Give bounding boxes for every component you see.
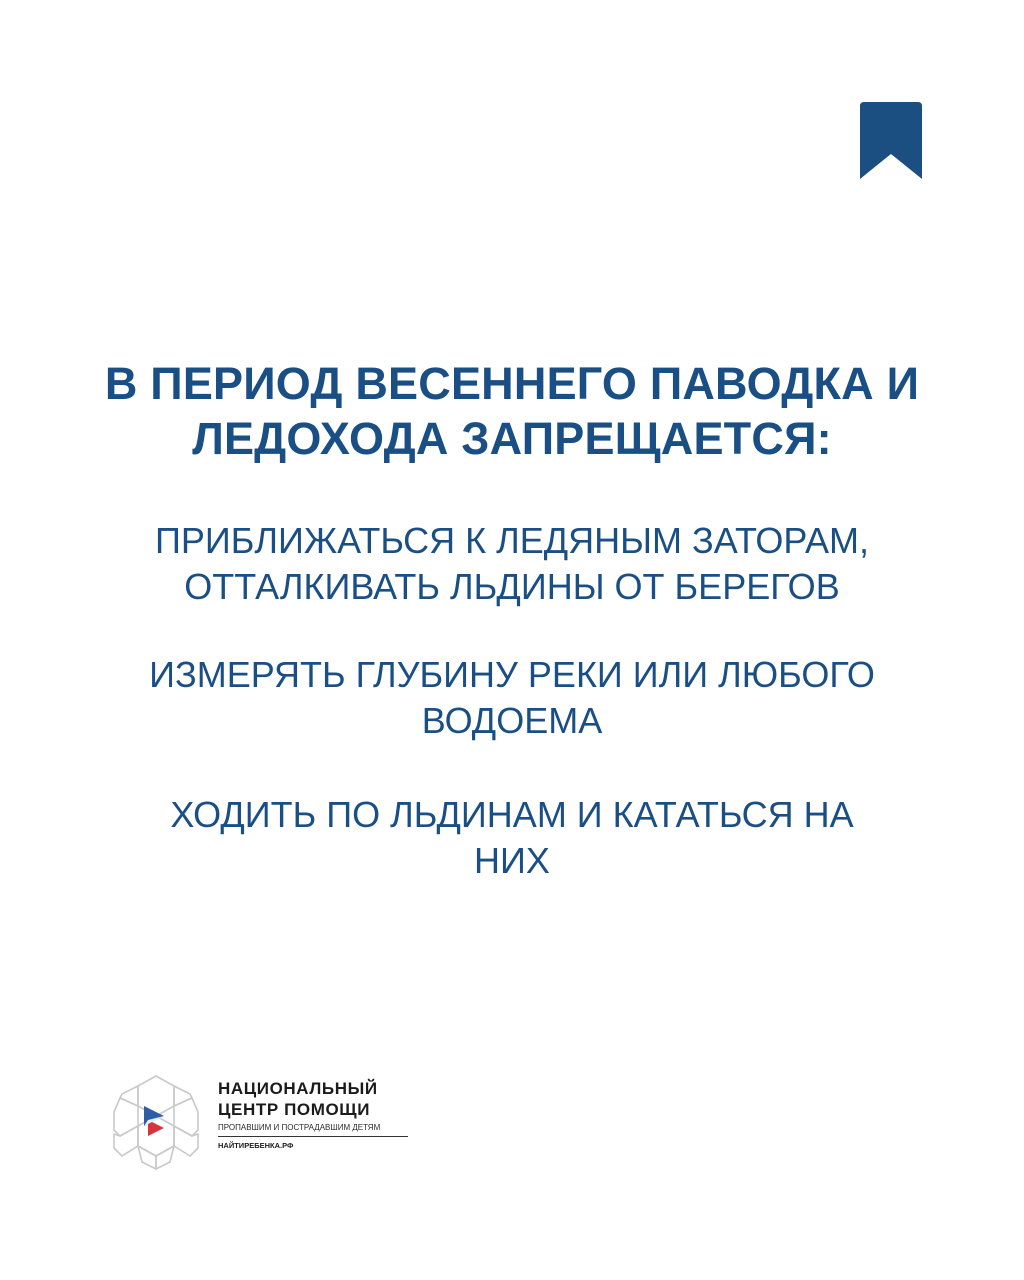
rule-line: ХОДИТЬ ПО ЛЬДИНАМ И КАТАТЬСЯ НА bbox=[170, 794, 854, 835]
bookmark-icon bbox=[860, 102, 922, 179]
title-line-2: ЛЕДОХОДА ЗАПРЕЩАЕТСЯ: bbox=[192, 413, 832, 464]
rule-line: ПРИБЛИЖАТЬСЯ К ЛЕДЯНЫМ ЗАТОРАМ, bbox=[155, 520, 869, 561]
rule-line: ИЗМЕРЯТЬ ГЛУБИНУ РЕКИ ИЛИ ЛЮБОГО bbox=[149, 654, 875, 695]
rule-item bbox=[60, 792, 964, 884]
rule-line: ОТТАЛКИВАТЬ ЛЬДИНЫ ОТ БЕРЕГОВ bbox=[184, 566, 840, 607]
organization-logo bbox=[112, 1074, 412, 1174]
rule-item bbox=[60, 518, 964, 610]
hexagon-logo-icon bbox=[112, 1074, 200, 1170]
title-line-1: В ПЕРИОД ВЕСЕННЕГО ПАВОДКА И bbox=[104, 358, 920, 409]
rule-item bbox=[60, 652, 964, 744]
logo-website: НАЙТИРЕБЕНКА.РФ bbox=[218, 1141, 294, 1150]
rule-line: НИХ bbox=[474, 840, 550, 881]
logo-text bbox=[218, 1078, 408, 1152]
page-title bbox=[60, 356, 964, 466]
rule-line: ВОДОЕМА bbox=[421, 700, 603, 741]
logo-title-line-1: НАЦИОНАЛЬНЫЙ bbox=[218, 1079, 378, 1098]
logo-title-line-2: ЦЕНТР ПОМОЩИ bbox=[218, 1100, 371, 1119]
logo-subtitle: ПРОПАВШИМ И ПОСТРАДАВШИМ ДЕТЯМ bbox=[218, 1122, 408, 1137]
